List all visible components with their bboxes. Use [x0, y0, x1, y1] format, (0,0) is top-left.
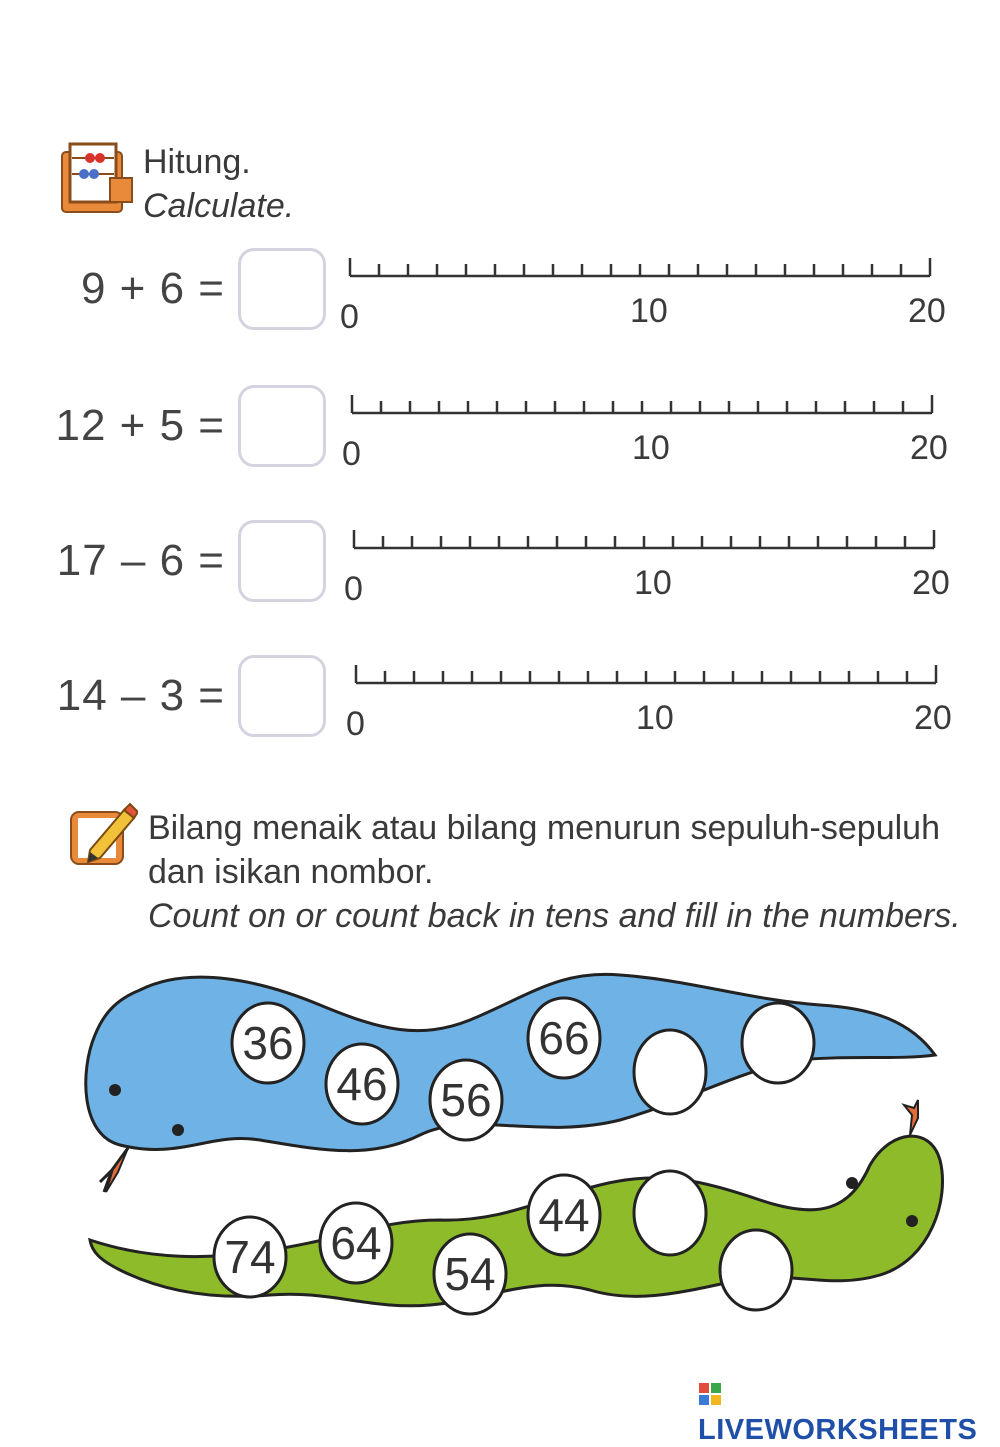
- answer-box[interactable]: [238, 520, 326, 602]
- footer-brand-text: LIVEWORKSHEETS: [698, 1414, 978, 1446]
- abacus-icon: [60, 138, 135, 218]
- number-line-label-max: 20: [908, 292, 946, 330]
- green-snake-number: 64: [330, 1217, 382, 1269]
- snakes-illustration: [0, 960, 1000, 1340]
- blue-snake-circle[interactable]: [634, 1030, 706, 1114]
- blue-snake-number: 46: [336, 1058, 388, 1110]
- number-line: [344, 524, 954, 624]
- blue-snake-number: 66: [538, 1012, 590, 1064]
- problem-expression: 17 – 6 =: [56, 536, 225, 585]
- number-line: [342, 389, 952, 489]
- section2-instructions: [148, 806, 978, 938]
- section1-title: [143, 140, 294, 228]
- number-line-label-max: 20: [914, 699, 952, 737]
- number-line-label-min: 0: [344, 570, 363, 608]
- answer-box[interactable]: [238, 385, 326, 467]
- blue-snake-number: 56: [440, 1074, 492, 1126]
- liveworksheets-logo-icon: [698, 1381, 724, 1414]
- number-line-label-min: 0: [346, 705, 365, 743]
- blue-snake-eye: [109, 1084, 121, 1096]
- green-snake-circle[interactable]: [634, 1171, 706, 1255]
- green-snake-number: 44: [538, 1189, 590, 1241]
- green-snake-body: [90, 1136, 943, 1306]
- number-line-label-mid: 10: [632, 429, 670, 467]
- number-line-label-mid: 10: [636, 699, 674, 737]
- number-line-label-max: 20: [912, 564, 950, 602]
- answer-box[interactable]: [238, 248, 326, 330]
- green-snake-number: 54: [444, 1248, 496, 1300]
- problem-expression: 14 – 3 =: [56, 671, 225, 720]
- instruction-malay-line1: Bilang menaik atau bilang menurun sepuluh-sepuluh: [148, 809, 940, 847]
- number-line-label-max: 20: [910, 429, 948, 467]
- problem-expression: 9 + 6 =: [80, 264, 225, 313]
- blue-snake-circle[interactable]: [742, 1003, 814, 1083]
- title-malay: Hitung.: [143, 143, 251, 181]
- blue-snake-eye: [172, 1124, 184, 1136]
- pencil-icon: [68, 800, 138, 870]
- problem-expression: 12 + 5 =: [55, 401, 225, 450]
- green-snake-eye: [846, 1177, 858, 1189]
- green-snake-tongue: [904, 1100, 918, 1135]
- answer-box[interactable]: [238, 655, 326, 737]
- title-english: Calculate.: [143, 187, 295, 225]
- number-line-label-mid: 10: [630, 292, 668, 330]
- number-line: [340, 252, 950, 352]
- number-line: [346, 659, 956, 759]
- number-line-label-min: 0: [340, 298, 359, 336]
- instruction-english: Count on or count back in tens and fill in the numbers.: [148, 897, 961, 935]
- green-snake-circle[interactable]: [720, 1230, 792, 1310]
- green-snake-number: 74: [224, 1231, 276, 1283]
- instruction-malay-line2: dan isikan nombor.: [148, 853, 434, 891]
- blue-snake-number: 36: [242, 1017, 294, 1069]
- number-line-label-mid: 10: [634, 564, 672, 602]
- green-snake-eye: [906, 1215, 918, 1227]
- number-line-label-min: 0: [342, 435, 361, 473]
